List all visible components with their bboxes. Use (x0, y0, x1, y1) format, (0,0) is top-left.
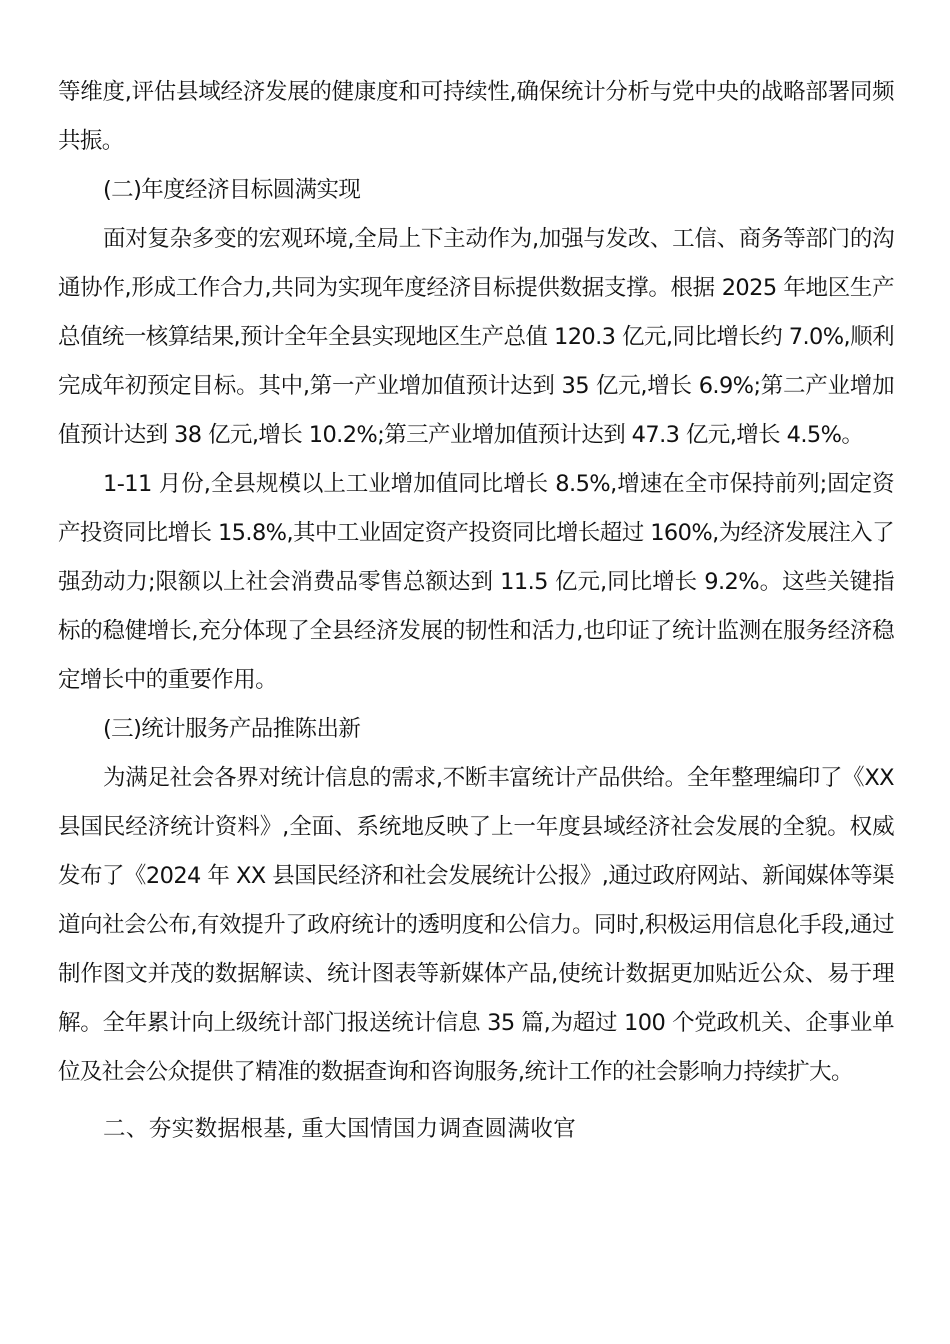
paragraph-products: 为满足社会各界对统计信息的需求,不断丰富统计产品供给。全年整理编印了《XX 县国民经济统计资料》,全面、系统地反映了上一年度县域经济社会发展的全貌。权威发布了《2024 年 XX 县国民经济和社会发展统计公报》,通过政府网站、新闻媒体等渠道向社会公布,有效提升了政府统计的透明度和公信力。同时,积极运用信息化手段,通过制作图文并茂的数据解读、统计图表等新媒体产品,使统计数据更加贴近公众、易于理解。全年累计向上级统计部门报送统计信息 35 篇,为超过 100 个党政机关、企事业单位及社会公众提供了精准的数据查询和咨询服务,统计工作的社会影响力持续扩大。 (58, 765, 894, 1085)
document-page (58, 68, 894, 1154)
paragraph-gdp: 面对复杂多变的宏观环境,全局上下主动作为,加强与发改、工信、商务等部门的沟通协作,形成工作合力,共同为实现年度经济目标提供数据支撑。根据 2025 年地区生产总值统一核算结果,预计全年全县实现地区生产总值 120.3 亿元,同比增长约 7.0%,顺利完成年初预定目标。其中,第一产业增加值预计达到 35 亿元,增长 6.9%;第二产业增加值预计达到 38 亿元,增长 10.2%;第三产业增加值预计达到 47.3 亿元,增长 4.5%。 (58, 226, 894, 448)
subheading-service-products: (三)统计服务产品推陈出新 (103, 716, 361, 742)
paragraph-indicators: 1-11 月份,全县规模以上工业增加值同比增长 8.5%,增速在全市保持前列;固定资产投资同比增长 15.8%,其中工业固定资产投资同比增长超过 160%,为经济发展注入了强劲动力;限额以上社会消费品零售总额达到 11.5 亿元,同比增长 9.2%。这些关键指标的稳健增长,充分体现了全县经济发展的韧性和活力,也印证了统计监测在服务经济稳定增长中的重要作用。 (58, 471, 894, 693)
paragraph-continued: 等维度,评估县域经济发展的健康度和可持续性,确保统计分析与党中央的战略部署同频共振。 (58, 79, 894, 154)
section-heading-two: 二、夯实数据根基, 重大国情国力调查圆满收官 (103, 1116, 577, 1142)
subheading-annual-targets: (二)年度经济目标圆满实现 (103, 177, 361, 203)
